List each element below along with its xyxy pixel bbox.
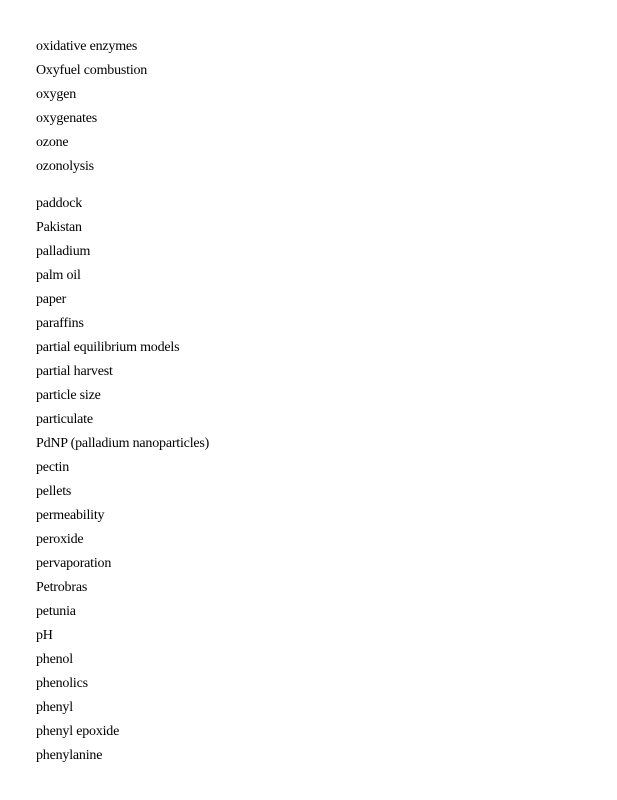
index-term: phenol	[36, 652, 73, 667]
index-term: partial harvest	[36, 364, 113, 379]
index-term: peroxide	[36, 532, 84, 547]
index-term: oxygen	[36, 87, 77, 102]
index-term: oxygenates	[36, 111, 97, 126]
index-term: phenolics	[36, 676, 88, 691]
index-term: paper	[36, 292, 67, 307]
index-term: partial equilibrium models	[36, 340, 180, 355]
index-group-p	[36, 192, 596, 768]
index-term: ozone	[36, 135, 69, 150]
index-term: particle size	[36, 388, 101, 403]
index-term: particulate	[36, 412, 93, 427]
index-term: pervaporation	[36, 556, 112, 571]
index-term: PdNP (palladium nanoparticles)	[36, 436, 210, 451]
index-term: paddock	[36, 196, 83, 211]
index-term: pH	[36, 628, 53, 643]
index-term: Pakistan	[36, 220, 82, 235]
index-term: pellets	[36, 484, 72, 499]
index-term: Petrobras	[36, 580, 88, 595]
index-term: paraffins	[36, 316, 84, 331]
index-term: phenylanine	[36, 748, 103, 763]
index-term: oxidative enzymes	[36, 39, 138, 54]
index-term: permeability	[36, 508, 105, 523]
index-term: petunia	[36, 604, 76, 619]
index-page	[36, 35, 596, 768]
index-term: phenyl	[36, 700, 73, 715]
index-group-o	[36, 35, 596, 179]
index-term: palm oil	[36, 268, 81, 283]
index-term: palladium	[36, 244, 91, 259]
index-term: Oxyfuel combustion	[36, 63, 148, 78]
index-term: ozonolysis	[36, 159, 94, 174]
index-term: phenyl epoxide	[36, 724, 120, 739]
index-term: pectin	[36, 460, 70, 475]
